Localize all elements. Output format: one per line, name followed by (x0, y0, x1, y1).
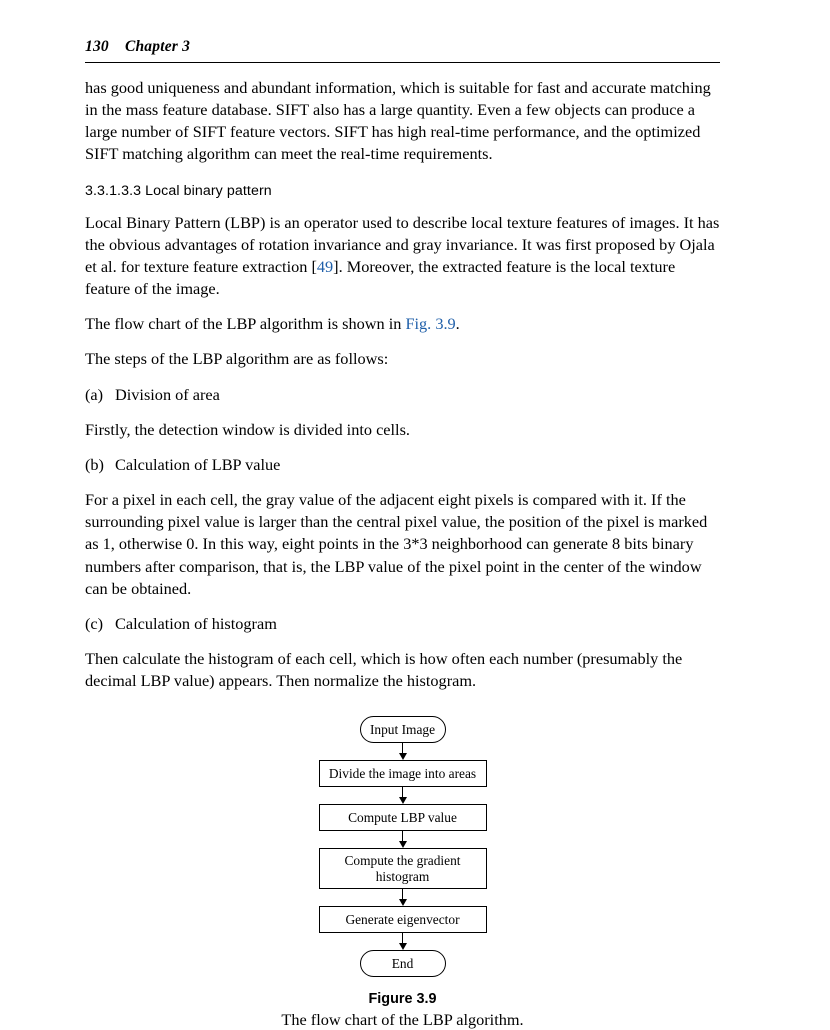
flow-node-compute-lbp-value: Compute LBP value (319, 804, 487, 831)
flow-arrow-icon (398, 743, 407, 760)
list-item-label: Calculation of LBP value (115, 454, 281, 474)
figure-caption (85, 991, 720, 1030)
list-item (85, 613, 720, 635)
list-item-marker: (c) (85, 613, 104, 633)
paragraph-step-a-detail: Firstly, the detection window is divided into cells. (85, 419, 410, 439)
flow-arrow-icon (398, 787, 407, 804)
list-item-marker: (b) (85, 454, 104, 474)
paragraph-figure-reference (85, 313, 720, 335)
list-item-marker: (a) (85, 384, 104, 404)
paragraph-text-after-citation: ]. Moreover, the extracted feature is the local texture feature of the image. (85, 256, 676, 299)
page-content (85, 38, 720, 1030)
chapter-title: Chapter 3 (124, 38, 191, 55)
paragraph-text-before-citation: Local Binary Pattern (LBP) is an operator used to describe local texture features of images. It has the obvious advantages of rotation invariance and gray invariance. It was first proposed by Ojala et al. for texture feature extraction [ (85, 212, 720, 276)
paragraph-step-b-detail: For a pixel in each cell, the gray value of the adjacent eight pixels is compared with it. If the surrounding pixel value is larger than the central pixel value, the position of the pixel is marked as 1, otherwise 0. In this way, eight points in the 3*3 neighborhood can generate 8 bits binary numbers after comparison, that is, the LBP value of the pixel point in the center of the window can be obtained. (85, 490, 708, 598)
figure-caption-text: The flow chart of the LBP algorithm. (281, 1010, 524, 1030)
running-head (85, 38, 720, 56)
header-divider (85, 62, 720, 63)
page-number: 130 (85, 38, 109, 55)
text-after-figure-link: . (455, 314, 460, 334)
flowchart (319, 716, 487, 977)
flow-node-end: End (360, 950, 446, 977)
text-before-figure-link: The flow chart of the LBP algorithm is shown in (85, 314, 406, 334)
flow-arrow-icon (398, 831, 407, 848)
flow-node-divide-image: Divide the image into areas (319, 760, 487, 787)
paragraph-step-c-detail: Then calculate the histogram of each cell, which is how often each number (presumably the decimal LBP value) appears. Then normalize the histogram. (85, 648, 683, 691)
flow-node-compute-gradient-histogram (319, 848, 487, 889)
paragraph-lbp-definition (85, 212, 720, 301)
flow-node-generate-eigenvector: Generate eigenvector (319, 906, 487, 933)
flow-arrow-icon (398, 889, 407, 906)
list-item (85, 454, 720, 476)
list-item-label: Division of area (115, 384, 220, 404)
list-item-label: Calculation of histogram (115, 613, 277, 633)
flow-node-line-1: Compute the gradient (344, 852, 461, 868)
paragraph-steps-intro: The steps of the LBP algorithm are as follows: (85, 349, 389, 369)
citation-link-49[interactable]: 49 (316, 256, 334, 276)
figure-number: Figure 3.9 (368, 991, 437, 1008)
flow-arrow-icon (398, 933, 407, 950)
figure-3-9 (85, 716, 720, 1030)
flow-node-input-image: Input Image (360, 716, 446, 743)
list-item (85, 384, 720, 406)
section-heading: 3.3.1.3.3 Local binary pattern (85, 182, 272, 199)
paragraph-continuation: has good uniqueness and abundant information, which is suitable for fast and accurate matching in the mass feature database. SIFT also has a large quantity. Even a few objects can produce a large number of SIFT feature vectors. SIFT has high real-time performance, and the optimized SIFT matching algorithm can meet the real-time requirements. (85, 78, 711, 164)
figure-link-3-9[interactable]: Fig. 3.9 (405, 314, 456, 334)
flow-node-line-2: histogram (375, 868, 430, 884)
